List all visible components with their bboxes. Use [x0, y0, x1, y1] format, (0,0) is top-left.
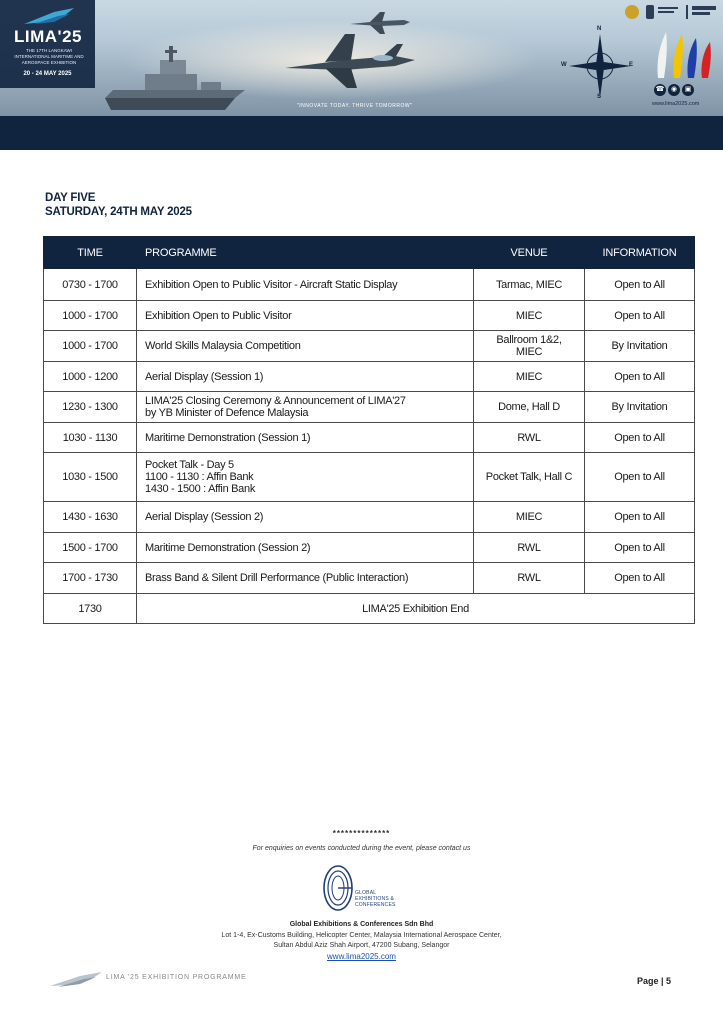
row-time: 1230 - 1300: [44, 392, 137, 423]
row-time: 1000 - 1700: [44, 331, 137, 362]
gec-logo-line1: GLOBAL: [355, 890, 377, 896]
row-information: Open to All: [585, 269, 695, 301]
row-information: Open to All: [585, 301, 695, 331]
row-time: 1000 - 1200: [44, 362, 137, 392]
enquiry-note: For enquiries on events conducted during the event, please contact us: [252, 845, 471, 852]
programme-label: LIMA '25 EXHIBITION PROGRAMME: [106, 974, 247, 981]
footer-url-link[interactable]: www.lima2025.com: [327, 952, 396, 961]
day-heading: [45, 191, 192, 219]
header-programme: PROGRAMME: [137, 237, 474, 269]
row-information: Open to All: [585, 453, 695, 502]
company-address: [0, 931, 723, 951]
row-time: 0730 - 1700: [44, 269, 137, 301]
address-line-1: Lot 1-4, Ex-Customs Building, Helicopter Center, Malaysia International Aerospace Center,: [221, 932, 502, 939]
venue-line: Ballroom 1&2,: [496, 334, 562, 346]
row-time: 1030 - 1130: [44, 423, 137, 453]
venue-line: MIEC: [515, 511, 543, 523]
venue-line: RWL: [517, 541, 541, 554]
programme-line: Exhibition Open to Public Visitor - Aircraft Static Display: [145, 278, 398, 291]
lima-logo-title: LIMA'25: [14, 27, 82, 46]
row-time: 1030 - 1500: [44, 453, 137, 502]
row-time: 1000 - 1700: [44, 301, 137, 331]
row-programme: [137, 563, 474, 594]
programme-table: [43, 236, 695, 624]
gec-logo-line2: EXHIBITIONS &: [355, 896, 394, 902]
row-venue: [474, 301, 585, 331]
compass-rose-icon: [565, 28, 635, 104]
row-information: Open to All: [585, 423, 695, 453]
venue-line: Dome, Hall D: [498, 401, 560, 413]
row-programme: [137, 453, 474, 502]
row-venue: [474, 392, 585, 423]
programme-line: World Skills Malaysia Competition: [145, 340, 301, 352]
programme-line: by YB Minister of Defence Malaysia: [145, 407, 309, 419]
table-row-final: [44, 594, 695, 624]
compass-west: W: [561, 62, 567, 68]
banner-slogan: "INNOVATE TODAY. THRIVE TOMORROW": [297, 103, 413, 109]
programme-line: Maritime Demonstration (Session 1): [145, 431, 311, 444]
programme-line: Brass Band & Silent Drill Performance (Public Interaction): [145, 572, 409, 584]
wing-logo-icon: [24, 6, 74, 26]
table-row: [44, 362, 695, 392]
row-venue: [474, 423, 585, 453]
programme-line: Exhibition Open to Public Visitor: [145, 309, 292, 322]
programme-line: Maritime Demonstration (Session 2): [145, 541, 311, 554]
header-time: TIME: [44, 237, 137, 269]
venue-line: MIEC: [515, 370, 543, 383]
row-information: Open to All: [585, 563, 695, 594]
lima-logo-subtitle: THE 17TH LANGKAWI INTERNATIONAL MARITIME AND AEROSPACE EXHIBITION: [14, 48, 84, 65]
fighter-jet-small-icon: [350, 10, 410, 36]
row-venue: [474, 563, 585, 594]
banner-bottom-strip: [0, 116, 723, 150]
table-row: [44, 502, 695, 533]
programme-line: Aerial Display (Session 2): [145, 511, 264, 523]
web-icon: ▣: [682, 84, 694, 96]
row-time: 1700 - 1730: [44, 563, 137, 594]
table-header-row: [44, 237, 695, 269]
fighter-jet-icon: [285, 30, 415, 90]
compass-icon: [561, 26, 635, 104]
row-programme: [137, 269, 474, 301]
row-programme: [137, 392, 474, 423]
venue-line: Pocket Talk, Hall C: [485, 471, 573, 483]
separator-stars: **************: [332, 829, 391, 838]
header-banner: [0, 0, 723, 150]
row-programme: [137, 331, 474, 362]
final-text: LIMA'25 Exhibition End: [137, 594, 695, 624]
table-row: [44, 453, 695, 502]
row-information: Open to All: [585, 502, 695, 533]
lima-logo-dates: 20 - 24 MAY 2025: [23, 71, 72, 77]
table-row: [44, 392, 695, 423]
table-row: [44, 533, 695, 563]
row-venue: [474, 362, 585, 392]
row-time: 1430 - 1630: [44, 502, 137, 533]
venue-line: MIEC: [515, 309, 543, 322]
row-venue: [474, 502, 585, 533]
table-row: [44, 331, 695, 362]
row-information: By Invitation: [585, 331, 695, 362]
row-programme: [137, 502, 474, 533]
row-venue: [474, 533, 585, 563]
row-programme: [137, 301, 474, 331]
programme-line: Aerial Display (Session 1): [145, 370, 264, 383]
partner-logos-icon: [620, 2, 720, 22]
programme-line: LIMA'25 Closing Ceremony & Announcement of LIMA'27: [145, 395, 406, 407]
programme-line: Pocket Talk - Day 5: [145, 459, 234, 471]
footer-wing-icon: [50, 970, 102, 988]
contact-icons: [654, 84, 694, 96]
day-label: DAY FIVE: [45, 192, 96, 204]
programme-line: 1430 - 1500 : Affin Bank: [145, 483, 256, 495]
row-programme: [137, 362, 474, 392]
row-information: Open to All: [585, 533, 695, 563]
gec-logo-line3: CONFERENCES: [355, 902, 396, 908]
company-name: Global Exhibitions & Conferences Sdn Bhd: [289, 921, 434, 928]
header-information: INFORMATION: [585, 237, 695, 269]
phone-icon: ☎: [654, 84, 666, 96]
row-programme: [137, 423, 474, 453]
flag-ribbons-icon: [648, 30, 718, 80]
banner-url[interactable]: www.lima2025.com: [652, 101, 700, 107]
venue-line: RWL: [517, 572, 541, 584]
lima-logo-block: [0, 0, 95, 88]
compass-north: N: [597, 26, 602, 32]
compass-east: E: [629, 62, 634, 68]
social-icon: ◉: [668, 84, 680, 96]
final-time: 1730: [44, 594, 137, 624]
page-number: Page | 5: [637, 976, 672, 986]
table-row: [44, 301, 695, 331]
row-venue: [474, 331, 585, 362]
table-row: [44, 269, 695, 301]
row-venue: [474, 269, 585, 301]
venue-line: MIEC: [515, 346, 543, 358]
address-line-2: Sultan Abdul Aziz Shah Airport, 47200 Subang, Selangor: [273, 942, 450, 949]
programme-line: 1100 - 1130 : Affin Bank: [145, 471, 254, 483]
day-date: SATURDAY, 24TH MAY 2025: [45, 206, 192, 218]
compass-south: S: [597, 94, 602, 100]
header-venue: VENUE: [474, 237, 585, 269]
venue-line: Tarmac, MIEC: [495, 278, 563, 291]
row-information: Open to All: [585, 362, 695, 392]
row-time: 1500 - 1700: [44, 533, 137, 563]
row-venue: [474, 453, 585, 502]
row-information: By Invitation: [585, 392, 695, 423]
table-row: [44, 423, 695, 453]
row-programme: [137, 533, 474, 563]
warship-icon: [105, 40, 245, 116]
gec-logo-text: [355, 890, 396, 908]
table-row: [44, 563, 695, 594]
venue-line: RWL: [517, 431, 541, 444]
table-body: [44, 269, 695, 624]
